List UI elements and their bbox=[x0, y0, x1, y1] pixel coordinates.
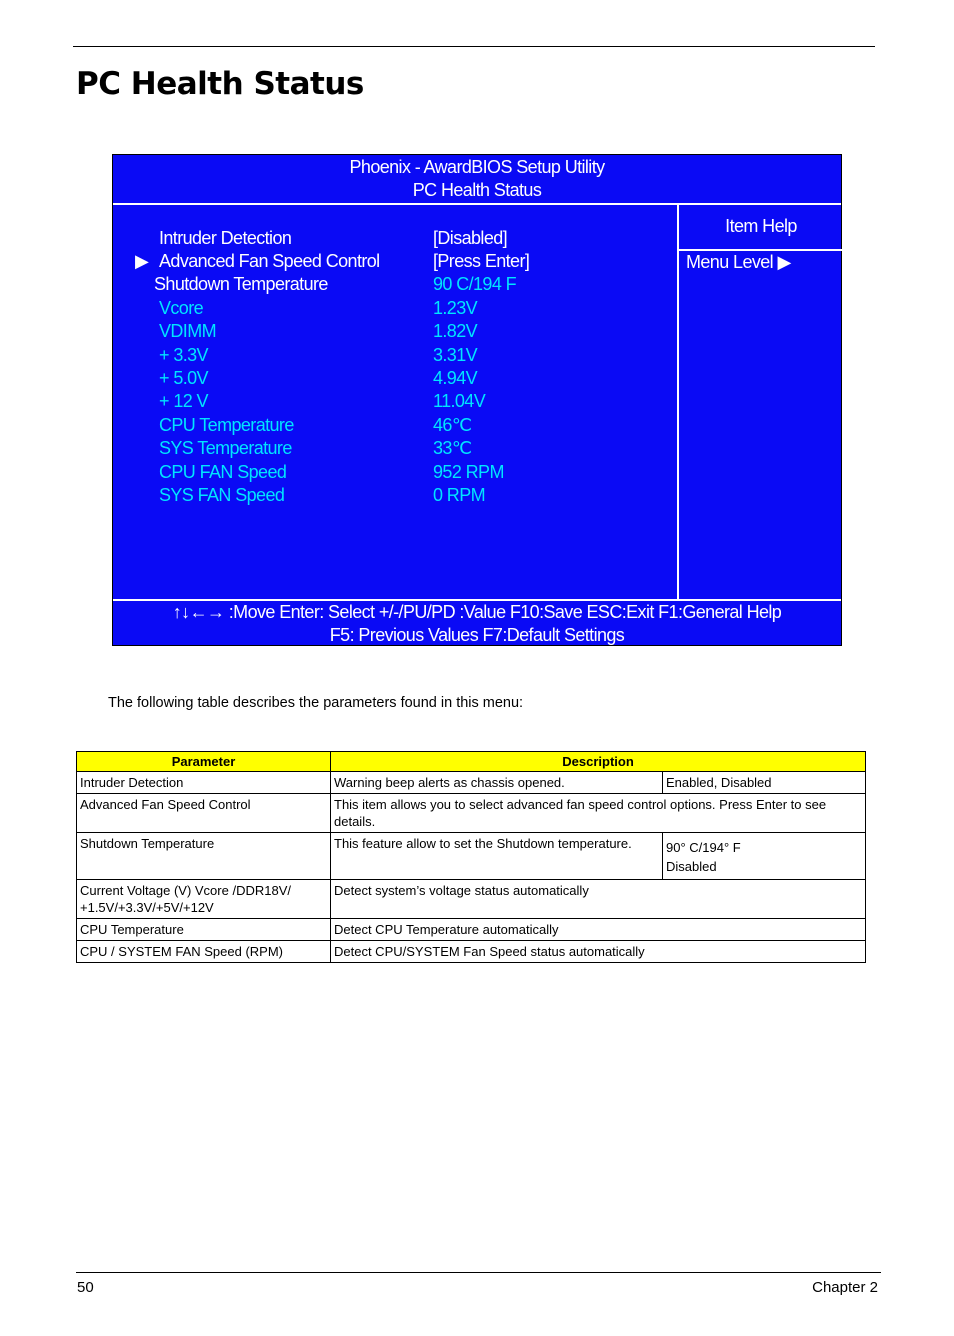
bios-header bbox=[113, 155, 841, 205]
bios-key-legend bbox=[113, 599, 841, 647]
bios-item-vcore bbox=[113, 297, 677, 320]
bios-header-title: Phoenix - AwardBIOS Setup Utility bbox=[349, 157, 605, 177]
bios-item-label: VDIMM bbox=[159, 321, 216, 341]
desc-cell: Detect CPU/SYSTEM Fan Speed status automatically bbox=[331, 941, 866, 963]
bios-item-vdimm bbox=[113, 320, 677, 343]
bios-item-value: 11.04V bbox=[433, 391, 486, 411]
bios-help-panel bbox=[677, 205, 843, 599]
options-cell: Enabled, Disabled bbox=[663, 772, 866, 794]
submenu-arrow-icon: ▶ bbox=[135, 251, 149, 271]
bios-item-intruder-detection[interactable] bbox=[113, 227, 677, 250]
bios-screen bbox=[112, 154, 842, 646]
table-row bbox=[77, 941, 866, 963]
bios-item-value: 952 RPM bbox=[433, 462, 504, 482]
param-cell: Current Voltage (V) Vcore /DDR18V/ +1.5V/+3.3V/+5V/+12V bbox=[77, 880, 331, 919]
bios-item-shutdown-temperature[interactable] bbox=[113, 273, 677, 296]
bios-item-value: 1.23V bbox=[433, 298, 478, 318]
bios-item-label: Advanced Fan Speed Control bbox=[159, 251, 380, 271]
bios-item-label: Vcore bbox=[159, 298, 204, 318]
header-description: Description bbox=[331, 752, 866, 772]
bios-item-label: CPU FAN Speed bbox=[159, 462, 287, 482]
bios-item-value[interactable]: 90 C/194 F bbox=[433, 274, 517, 294]
table-header-row bbox=[77, 752, 866, 772]
page-number: 50 bbox=[77, 1279, 94, 1296]
bios-item-value: 3.31V bbox=[433, 345, 478, 365]
bottom-rule bbox=[76, 1272, 881, 1273]
options-cell bbox=[663, 833, 866, 880]
key-legend-line1: ↑↓←→ :Move Enter: Select +/-/PU/PD :Value F10:Save ESC:Exit F1:General Help bbox=[172, 602, 782, 622]
help-title: Item Help bbox=[679, 205, 843, 251]
option-value: 90° C/194° F bbox=[666, 840, 741, 855]
param-cell: Shutdown Temperature bbox=[77, 833, 331, 880]
desc-cell: Detect system’s voltage status automatically bbox=[331, 880, 866, 919]
bios-item-5-0v bbox=[113, 367, 677, 390]
bios-item-value[interactable]: [Press Enter] bbox=[433, 251, 530, 271]
bios-settings-panel bbox=[113, 205, 677, 599]
table-row bbox=[77, 880, 866, 919]
desc-cell: This feature allow to set the Shutdown temperature. bbox=[331, 833, 663, 880]
bios-item-sys-fan-speed bbox=[113, 484, 677, 507]
bios-item-label: SYS Temperature bbox=[159, 438, 292, 458]
bios-item-12v bbox=[113, 390, 677, 413]
bios-item-value: 1.82V bbox=[433, 321, 478, 341]
top-rule bbox=[73, 46, 875, 47]
bios-item-label: + 5.0V bbox=[159, 368, 208, 388]
bios-item-value: 0 RPM bbox=[433, 485, 486, 505]
bios-item-advanced-fan-speed-control[interactable] bbox=[113, 250, 677, 273]
table-row bbox=[77, 919, 866, 941]
param-cell: CPU / SYSTEM FAN Speed (RPM) bbox=[77, 941, 331, 963]
header-parameter: Parameter bbox=[77, 752, 331, 772]
bios-header-subtitle: PC Health Status bbox=[412, 180, 542, 200]
table-row bbox=[77, 833, 866, 880]
bios-item-label: Shutdown Temperature bbox=[154, 274, 328, 294]
param-cell: Intruder Detection bbox=[77, 772, 331, 794]
bios-item-value[interactable]: [Disabled] bbox=[433, 228, 508, 248]
bios-item-sys-temperature bbox=[113, 437, 677, 460]
bios-item-3-3v bbox=[113, 344, 677, 367]
bios-item-cpu-fan-speed bbox=[113, 461, 677, 484]
bios-item-label: Intruder Detection bbox=[159, 228, 292, 248]
param-cell: CPU Temperature bbox=[77, 919, 331, 941]
bios-item-label: SYS FAN Speed bbox=[159, 485, 285, 505]
desc-cell: Warning beep alerts as chassis opened. bbox=[331, 772, 663, 794]
table-row bbox=[77, 794, 866, 833]
bios-item-cpu-temperature bbox=[113, 414, 677, 437]
table-row bbox=[77, 772, 866, 794]
chapter-label: Chapter 2 bbox=[812, 1279, 878, 1296]
bios-item-label: + 3.3V bbox=[159, 345, 208, 365]
intro-text: The following table describes the parameters found in this menu: bbox=[108, 695, 524, 711]
desc-cell: Detect CPU Temperature automatically bbox=[331, 919, 866, 941]
bios-item-label: CPU Temperature bbox=[159, 415, 294, 435]
bios-item-value: 33℃ bbox=[433, 438, 472, 458]
bios-item-value: 46℃ bbox=[433, 415, 472, 435]
bios-item-value: 4.94V bbox=[433, 368, 478, 388]
parameter-table bbox=[76, 751, 866, 963]
bios-item-label: + 12 V bbox=[159, 391, 208, 411]
key-legend-line2: F5: Previous Values F7:Default Settings bbox=[329, 625, 625, 645]
page-title: PC Health Status bbox=[76, 66, 364, 102]
param-cell: Advanced Fan Speed Control bbox=[77, 794, 331, 833]
help-text: Menu Level ▶ bbox=[686, 252, 791, 272]
option-value: Disabled bbox=[666, 859, 717, 874]
desc-cell: This item allows you to select advanced fan speed control options. Press Enter to see details. bbox=[331, 794, 866, 833]
